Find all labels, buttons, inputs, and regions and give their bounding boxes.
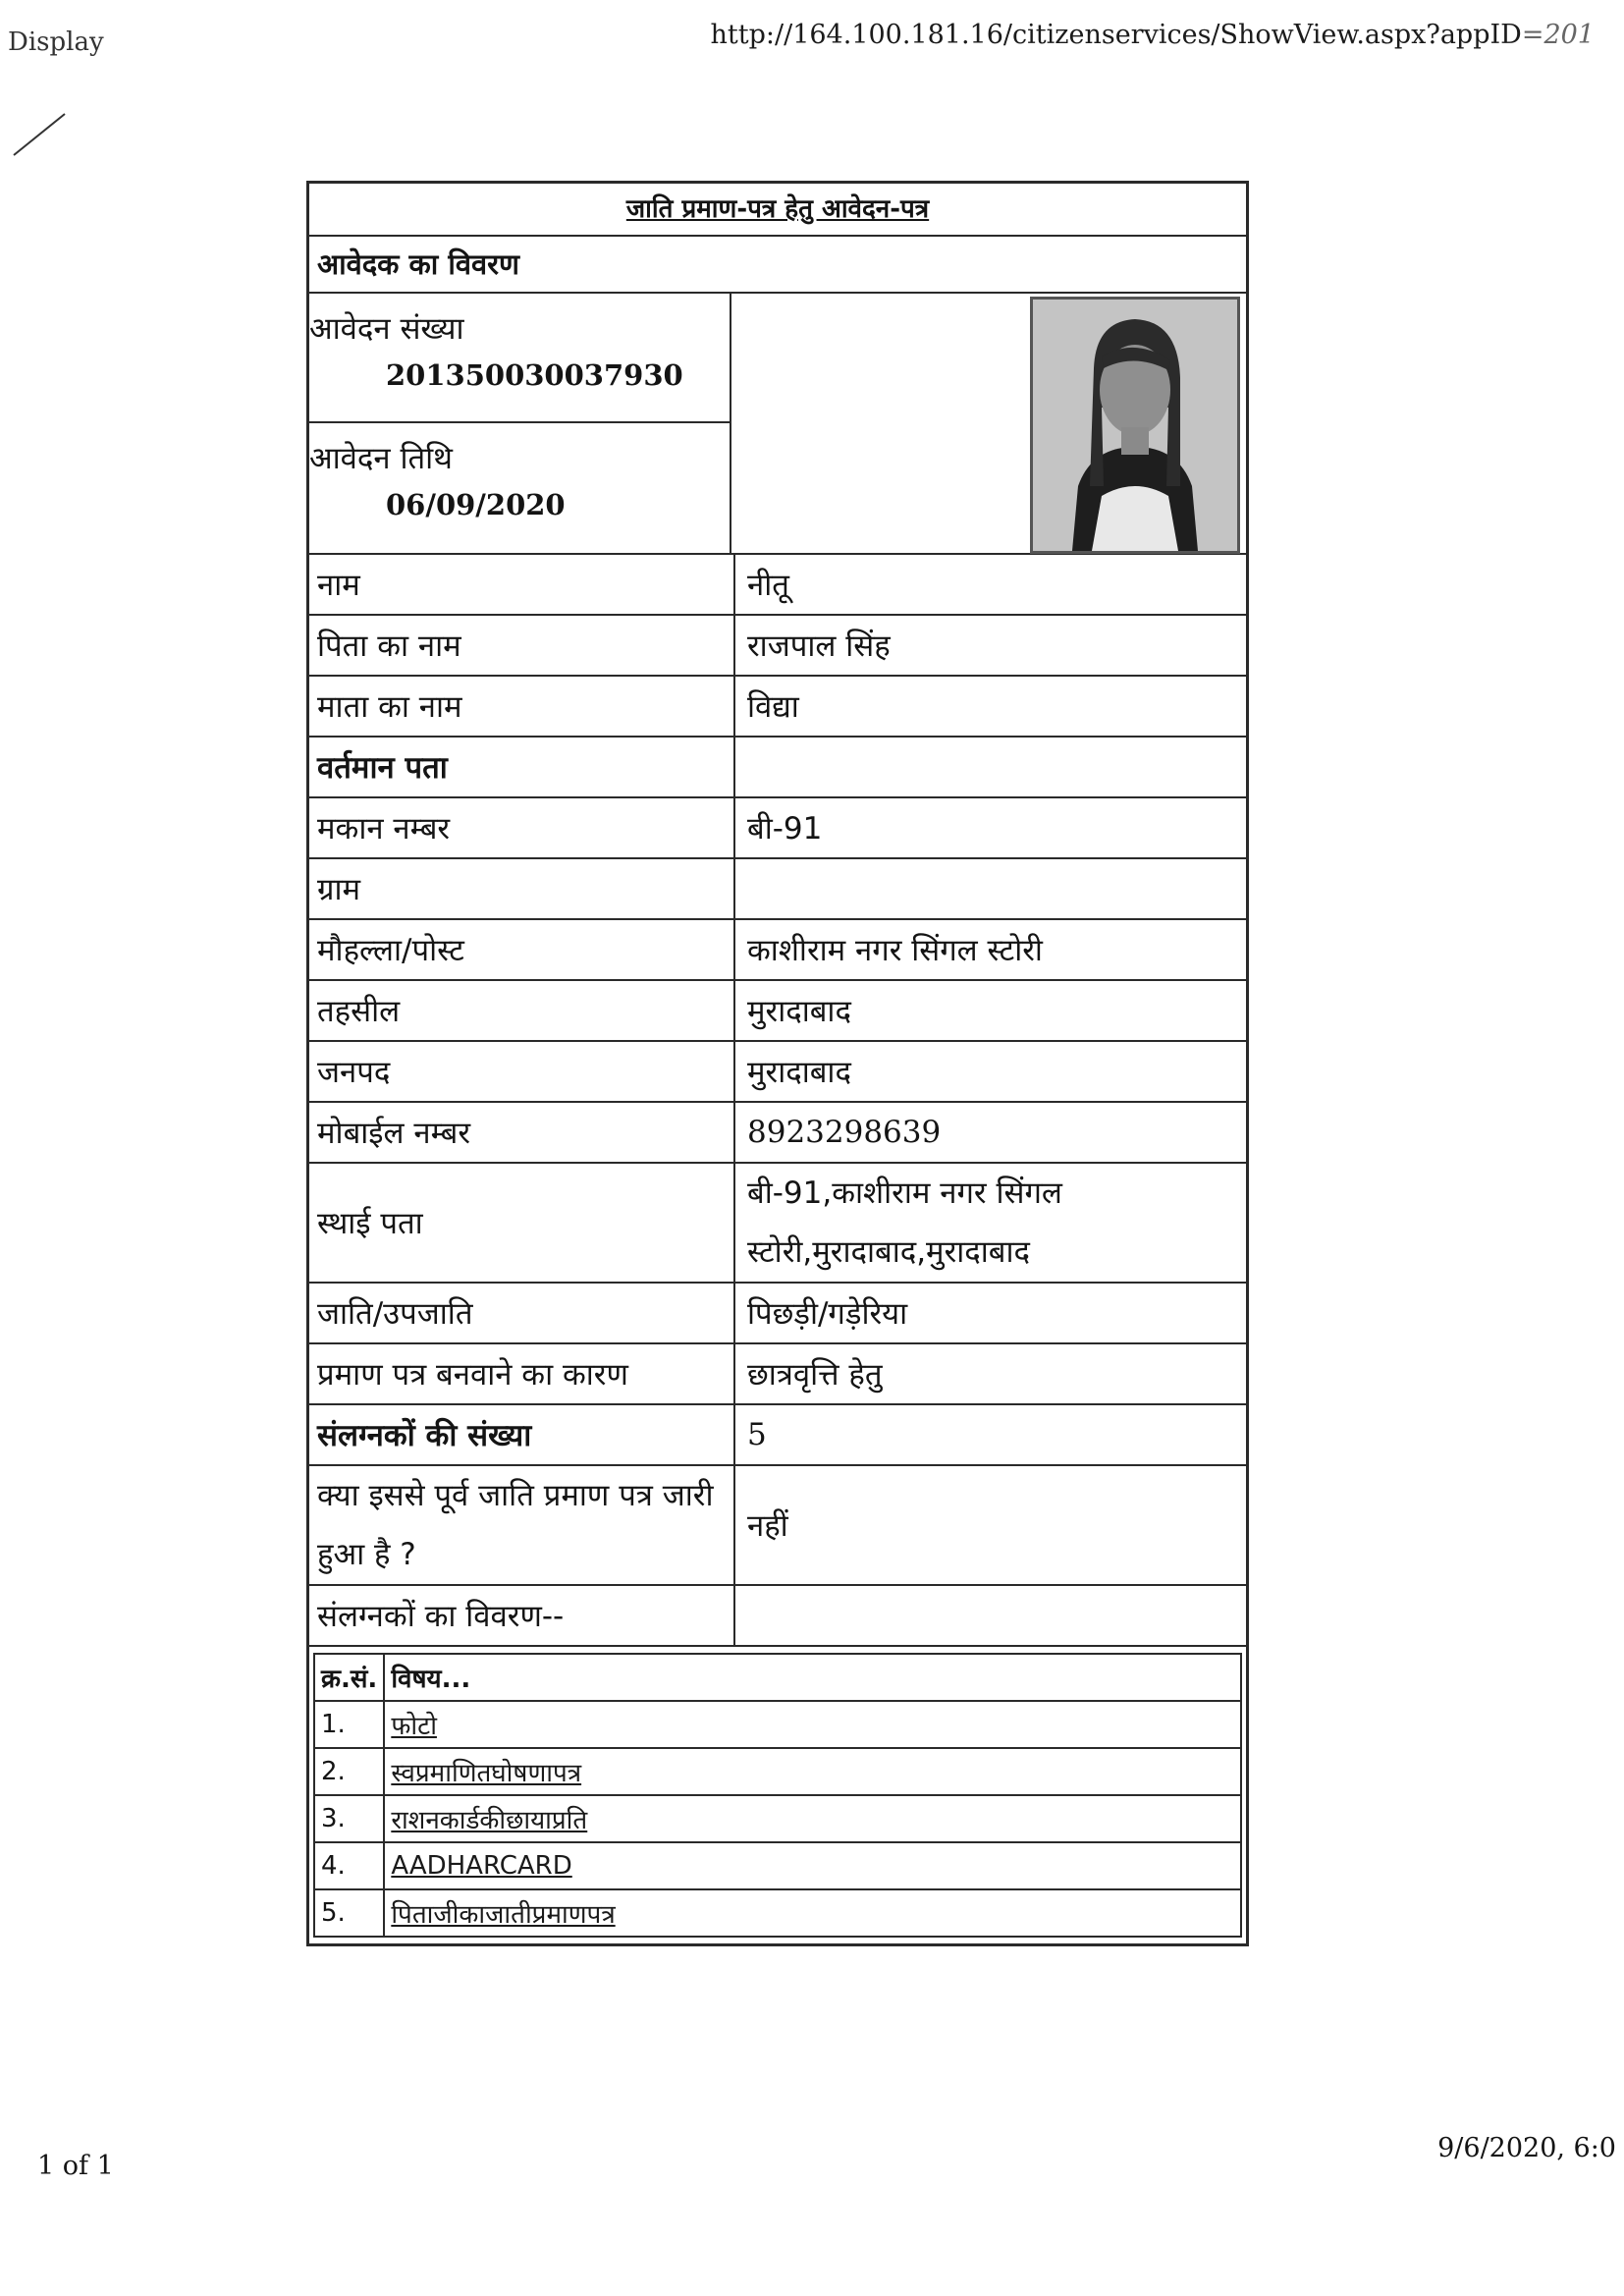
attachment-cell	[384, 1748, 1241, 1795]
field-row-mother-name	[309, 676, 1246, 737]
field-value-reason: छात्रवृत्ति हेतु	[734, 1343, 1246, 1404]
form-title: जाति प्रमाण-पत्र हेतु आवेदन-पत्र	[309, 184, 1246, 237]
attachment-row	[314, 1889, 1241, 1937]
attachment-link-ration-card[interactable]: राशनकार्डकीछायाप्रति	[391, 1806, 588, 1835]
field-row-tehsil	[309, 980, 1246, 1041]
field-value-attachment-details	[734, 1585, 1246, 1646]
field-value-previous-certificate: नहीं	[734, 1465, 1246, 1585]
field-value-district: मुरादाबाद	[734, 1041, 1246, 1102]
url-stamp-text: =201	[1521, 20, 1595, 50]
field-label-tehsil: तहसील	[309, 980, 734, 1041]
attachment-link-father-caste-certificate[interactable]: पिताजीकाजातीप्रमाणपत्र	[391, 1900, 616, 1930]
field-value-name: नीतू	[734, 555, 1246, 615]
attachment-cell	[384, 1842, 1241, 1889]
caste-certificate-form	[306, 181, 1249, 1946]
field-row-caste	[309, 1283, 1246, 1343]
attachment-row	[314, 1842, 1241, 1889]
attachment-sn: 1.	[314, 1701, 384, 1748]
browser-label: Display	[8, 27, 104, 57]
attachment-row	[314, 1701, 1241, 1748]
application-date-label: आवेदन तिथि	[309, 441, 453, 476]
field-row-attachment-count	[309, 1404, 1246, 1465]
field-row-previous-certificate	[309, 1465, 1246, 1585]
attachment-link-self-declaration[interactable]: स्वप्रमाणितघोषणापत्र	[391, 1759, 582, 1788]
attachments-wrapper	[309, 1647, 1246, 1943]
field-value-attachment-count: 5	[734, 1404, 1246, 1465]
field-label-father-name: पिता का नाम	[309, 615, 734, 676]
application-meta	[309, 294, 731, 553]
field-value-locality: काशीराम नगर सिंगल स्टोरी	[734, 919, 1246, 980]
print-datetime: 9/6/2020, 6:0	[1437, 2133, 1616, 2163]
field-row-house-number	[309, 797, 1246, 858]
attachment-cell	[384, 1795, 1241, 1842]
field-value-mobile: 8923298639	[734, 1102, 1246, 1163]
field-row-current-address	[309, 737, 1246, 797]
field-label-mother-name: माता का नाम	[309, 676, 734, 737]
applicant-photo	[1030, 297, 1240, 554]
field-value-village	[734, 858, 1246, 919]
field-row-name	[309, 555, 1246, 615]
attachment-cell	[384, 1701, 1241, 1748]
field-label-reason: प्रमाण पत्र बनवाने का कारण	[309, 1343, 734, 1404]
field-value-permanent-address: बी-91,काशीराम नगर सिंगल स्टोरी,मुरादाबाद,मुरादाबाद	[734, 1163, 1246, 1283]
field-label-mobile: मोबाईल नम्बर	[309, 1102, 734, 1163]
field-label-previous-certificate: क्या इससे पूर्व जाति प्रमाण पत्र जारी हुआ है ?	[309, 1465, 734, 1585]
field-label-village: ग्राम	[309, 858, 734, 919]
field-label-locality: मौहल्ला/पोस्ट	[309, 919, 734, 980]
field-label-attachment-details: संलग्नकों का विवरण--	[309, 1585, 734, 1646]
field-label-caste: जाति/उपजाति	[309, 1283, 734, 1343]
page-url-text: http://164.100.181.16/citizenservices/ShowView.aspx?appID	[710, 20, 1522, 50]
attachment-row	[314, 1748, 1241, 1795]
applicant-details-table	[309, 555, 1246, 1647]
attachment-sn: 4.	[314, 1842, 384, 1889]
field-label-attachment-count: संलग्नकों की संख्या	[309, 1404, 734, 1465]
field-row-district	[309, 1041, 1246, 1102]
application-number-label: आवेदन संख्या	[309, 311, 464, 347]
field-row-village	[309, 858, 1246, 919]
field-row-father-name	[309, 615, 1246, 676]
attachment-cell	[384, 1889, 1241, 1937]
field-value-father-name: राजपाल सिंह	[734, 615, 1246, 676]
attachments-header-sn: क्र.सं.	[314, 1654, 384, 1701]
attachments-header-subject: विषय...	[384, 1654, 1241, 1701]
field-value-tehsil: मुरादाबाद	[734, 980, 1246, 1041]
field-label-district: जनपद	[309, 1041, 734, 1102]
field-label-permanent-address: स्थाई पता	[309, 1163, 734, 1283]
field-row-reason	[309, 1343, 1246, 1404]
applicant-section-heading: आवेदक का विवरण	[309, 237, 1246, 294]
application-date-value: 06/09/2020	[386, 488, 566, 521]
field-value-current-address	[734, 737, 1246, 797]
photo-cell	[731, 294, 1246, 553]
attachment-row	[314, 1795, 1241, 1842]
attachment-sn: 3.	[314, 1795, 384, 1842]
field-row-mobile	[309, 1102, 1246, 1163]
page-count: 1 of 1	[37, 2151, 114, 2181]
attachment-link-photo[interactable]: फोटो	[391, 1712, 437, 1741]
application-number-cell	[309, 294, 730, 421]
attachment-link-aadhar-card[interactable]: AADHARCARD	[391, 1851, 572, 1881]
application-info-block	[309, 294, 1246, 555]
field-value-mother-name: विद्या	[734, 676, 1246, 737]
field-row-attachment-details	[309, 1585, 1246, 1646]
applicant-photo-image	[1033, 300, 1237, 551]
field-label-house-number: मकान नम्बर	[309, 797, 734, 858]
field-row-locality	[309, 919, 1246, 980]
attachments-table	[313, 1653, 1242, 1938]
application-date-cell	[309, 421, 730, 549]
attachments-header-row	[314, 1654, 1241, 1701]
field-row-permanent-address	[309, 1163, 1246, 1283]
field-label-current-address: वर्तमान पता	[309, 737, 734, 797]
field-value-caste: पिछड़ी/गड़ेरिया	[734, 1283, 1246, 1343]
field-value-house-number: बी-91	[734, 797, 1246, 858]
attachment-sn: 2.	[314, 1748, 384, 1795]
attachment-sn: 5.	[314, 1889, 384, 1937]
field-label-name: नाम	[309, 555, 734, 615]
application-number-value: 201350030037930	[386, 358, 683, 392]
